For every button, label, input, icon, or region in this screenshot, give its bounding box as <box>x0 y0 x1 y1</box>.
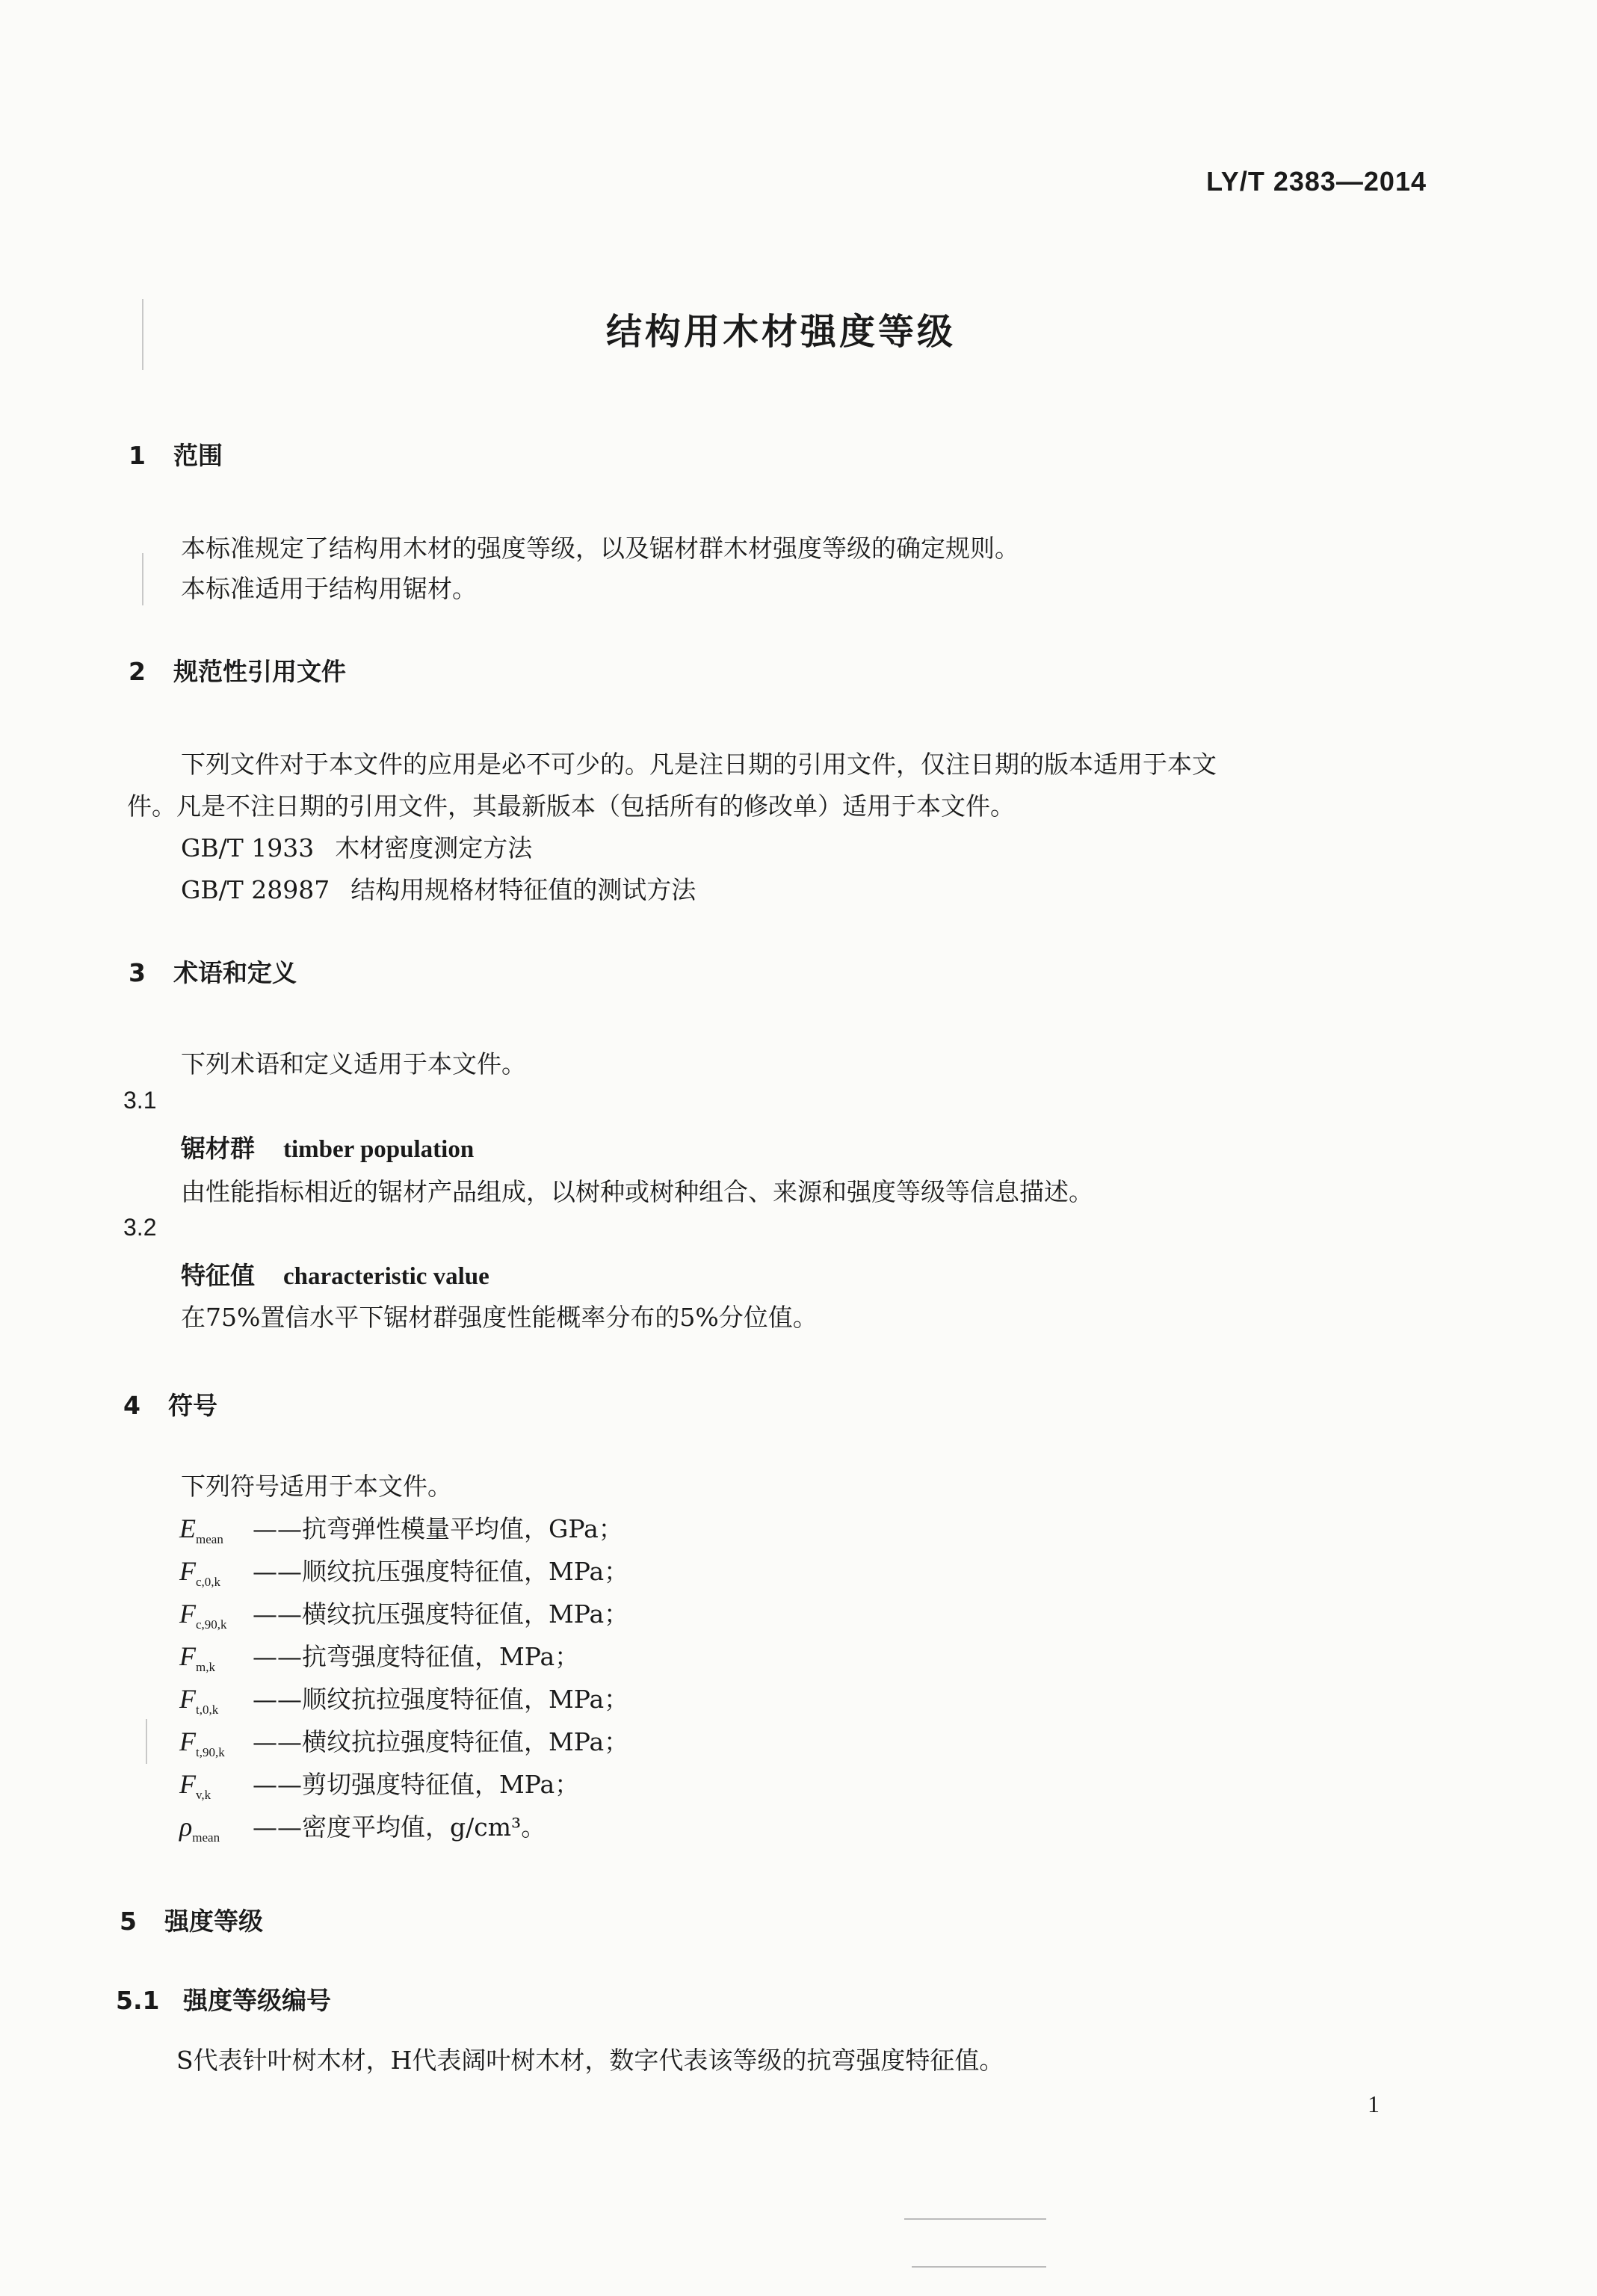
section-number: 5.1 <box>116 1986 160 2015</box>
symbol-description: ——剪切强度特征值，MPa； <box>253 1770 580 1799</box>
scan-artifact <box>904 2218 1046 2220</box>
symbol-row <box>179 1808 546 1845</box>
scan-artifact <box>142 299 143 370</box>
reference-item <box>181 829 532 864</box>
term-number: 3.2 <box>123 1214 157 1241</box>
symbol-description: ——顺纹抗压强度特征值，MPa； <box>253 1557 629 1586</box>
section-5-1-heading <box>116 1981 331 2016</box>
term-zh: 特征值 <box>181 1261 255 1290</box>
symbol-row <box>179 1765 579 1803</box>
term-definition: 在75%置信水平下锯材群强度性能概率分布的5%分位值。 <box>181 1303 818 1332</box>
scan-artifact <box>142 553 143 605</box>
paragraph: 下列术语和定义适用于本文件。 <box>181 1049 526 1078</box>
section-title: 强度等级 <box>164 1907 263 1936</box>
symbol-description: ——顺纹抗拉强度特征值，MPa； <box>253 1685 629 1714</box>
section-3-heading <box>129 954 297 989</box>
section-title: 强度等级编号 <box>183 1986 331 2015</box>
term-definition: 由性能指标相近的锯材产品组成，以树种或树种组合、来源和强度等级等信息描述。 <box>181 1177 1093 1206</box>
symbol-row <box>179 1595 628 1632</box>
page-number: 1 <box>1368 2090 1380 2117</box>
section-1-heading <box>129 436 223 472</box>
symbol: $\rho_{mean}$ <box>179 1812 220 1845</box>
symbol: $F_{v,k}$ <box>179 1769 211 1803</box>
section-title: 符号 <box>168 1391 217 1420</box>
term-en: timber population <box>283 1136 475 1163</box>
symbol: $E_{mean}$ <box>179 1513 223 1547</box>
term-entry <box>181 1256 489 1292</box>
scan-artifact <box>146 1719 147 1764</box>
section-title: 术语和定义 <box>173 958 297 987</box>
section-number: 2 <box>129 657 146 686</box>
symbol-description: ——横纹抗拉强度特征值，MPa； <box>253 1727 629 1756</box>
standard-number: LY/T 2383—2014 <box>1206 166 1427 197</box>
section-number: 4 <box>123 1391 140 1420</box>
section-title: 规范性引用文件 <box>173 657 346 686</box>
symbol-row <box>179 1723 628 1760</box>
scan-artifact <box>912 2266 1046 2268</box>
section-4-heading <box>123 1386 217 1422</box>
section-number: 3 <box>129 958 146 987</box>
reference-code: GB/T 1933 <box>181 833 315 862</box>
symbol: $F_{t,0,k}$ <box>179 1684 219 1718</box>
section-5-heading <box>120 1902 263 1937</box>
paragraph: S代表针叶树木材，H代表阔叶树木材，数字代表该等级的抗弯强度特征值。 <box>176 2046 1004 2075</box>
symbol-row <box>179 1638 579 1675</box>
symbol-row <box>179 1680 628 1718</box>
section-number: 1 <box>129 441 146 470</box>
symbol: $F_{c,90,k}$ <box>179 1599 227 1632</box>
symbol: $F_{c,0,k}$ <box>179 1556 221 1590</box>
symbol-description: ——抗弯强度特征值，MPa； <box>253 1642 580 1671</box>
paragraph: 本标准适用于结构用锯材。 <box>181 574 477 603</box>
reference-title: 结构用规格材特征值的测试方法 <box>350 875 696 904</box>
paragraph: 下列文件对于本文件的应用是必不可少的。凡是注日期的引用文件，仅注日期的版本适用于本文 <box>181 750 1217 779</box>
reference-title: 木材密度测定方法 <box>335 833 533 862</box>
term-zh: 锯材群 <box>181 1134 255 1163</box>
section-number: 5 <box>120 1907 137 1936</box>
document-title: 结构用木材强度等级 <box>605 311 956 353</box>
paragraph: 件。凡是不注日期的引用文件，其最新版本（包括所有的修改单）适用于本文件。 <box>127 791 1015 821</box>
section-title: 范围 <box>173 441 223 470</box>
term-en: characteristic value <box>283 1263 489 1290</box>
symbol: $F_{m,k}$ <box>179 1641 215 1675</box>
term-entry <box>181 1129 474 1164</box>
symbol-row <box>179 1510 623 1547</box>
paragraph: 下列符号适用于本文件。 <box>181 1472 452 1501</box>
term-number: 3.1 <box>123 1087 157 1114</box>
symbol-description: ——抗弯弹性模量平均值，GPa； <box>253 1514 623 1543</box>
symbol-row <box>179 1552 628 1590</box>
reference-code: GB/T 28987 <box>181 875 330 904</box>
symbol: $F_{t,90,k}$ <box>179 1726 225 1760</box>
symbol-description: ——横纹抗压强度特征值，MPa； <box>253 1599 629 1629</box>
symbol-description: ——密度平均值，g/cm³。 <box>253 1812 546 1842</box>
paragraph: 本标准规定了结构用木材的强度等级，以及锯材群木材强度等级的确定规则。 <box>181 534 1019 563</box>
reference-item <box>181 871 696 906</box>
section-2-heading <box>129 652 346 688</box>
